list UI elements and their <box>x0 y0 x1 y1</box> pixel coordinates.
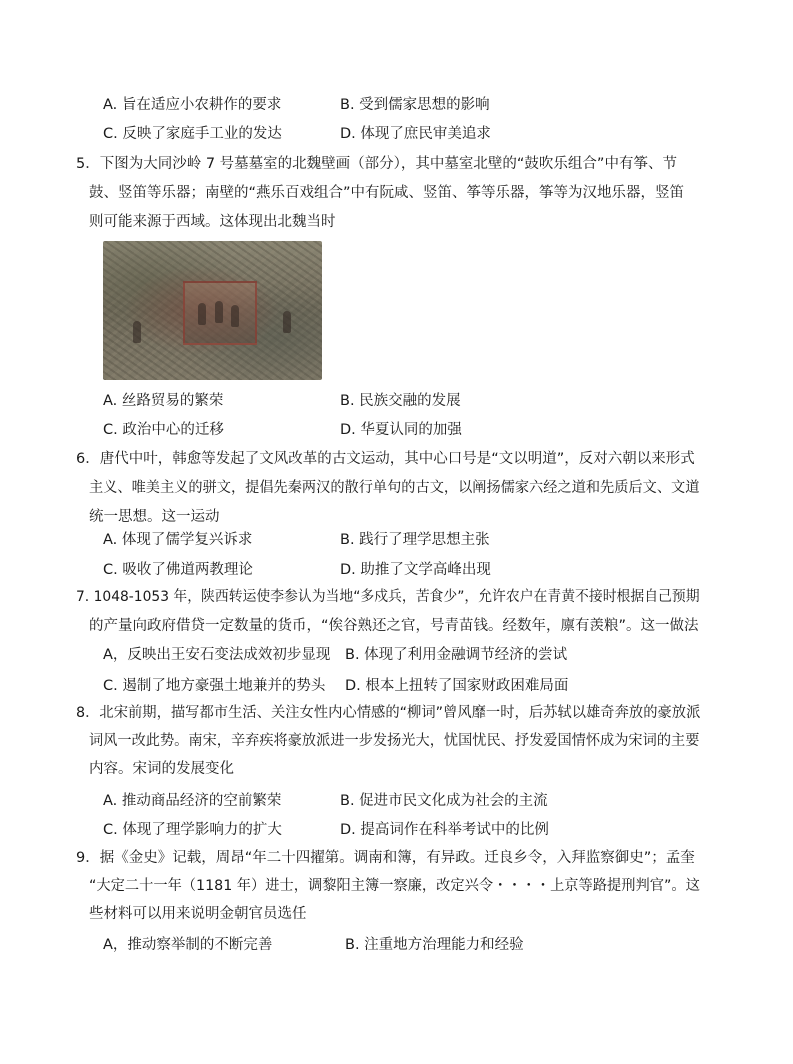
q8-option-d: D. 提高词作在科举考试中的比例 <box>340 822 549 838</box>
q4-option-b: B. 受到儒家思想的影响 <box>340 97 490 113</box>
q4-option-d: D. 体现了庶民审美追求 <box>340 126 491 142</box>
mural-figure <box>133 321 141 343</box>
q9-stem-line-1: 9．据《金史》记载，周昂“年二十四擢第。调南和簿，有异政。迁良乡令，入拜监察御史”；孟奎 <box>76 850 695 866</box>
q5-option-c: C. 政治中心的迁移 <box>103 422 224 438</box>
q5-stem-line-3: 则可能来源于西域。这体现出北魏当时 <box>89 214 336 230</box>
q8-stem-line-1: 8．北宋前期，描写都市生活、关注女性内心情感的“柳词”曾风靡一时，后苏轼以雄奇奔放的豪放派 <box>76 705 701 721</box>
q8-option-b: B. 促进市民文化成为社会的主流 <box>340 793 548 809</box>
q4-option-a: A. 旨在适应小农耕作的要求 <box>103 97 282 113</box>
q9-option-a: A，推动察举制的不断完善 <box>103 937 273 953</box>
mural-figure <box>283 311 291 333</box>
q4-option-c: C. 反映了家庭手工业的发达 <box>103 126 282 142</box>
mural-figure <box>198 303 206 325</box>
mural-figure <box>215 301 223 323</box>
q5-option-b: B. 民族交融的发展 <box>340 393 461 409</box>
q7-stem-line-2: 的产量向政府借贷一定数量的货币，“俟谷熟还之官，号青苗钱。经数年，廪有羡粮”。这一做法 <box>89 618 699 634</box>
q6-stem-line-3: 统一思想。这一运动 <box>89 509 220 525</box>
q9-stem-line-3: 些材料可以用来说明金朝官员选任 <box>89 906 307 922</box>
q5-stem-line-2: 鼓、竖笛等乐器；南壁的“燕乐百戏组合”中有阮咸、竖笛、筝等乐器，筝等为汉地乐器，竖笛 <box>89 185 685 201</box>
q7-option-c: C. 遏制了地方豪强土地兼并的势头 <box>103 678 326 694</box>
q7-option-d: D. 根本上扭转了国家财政困难局面 <box>345 678 569 694</box>
q6-option-a: A. 体现了儒学复兴诉求 <box>103 532 253 548</box>
q6-option-c: C. 吸收了佛道两教理论 <box>103 562 253 578</box>
mural-figure <box>231 305 239 327</box>
mural-image <box>103 241 322 380</box>
q5-option-a: A. 丝路贸易的繁荣 <box>103 393 224 409</box>
q8-option-c: C. 体现了理学影响力的扩大 <box>103 822 282 838</box>
q8-stem-line-3: 内容。宋词的发展变化 <box>89 761 234 777</box>
q7-stem-line-1: 7. 1048-1053 年，陕西转运使李参认为当地“多戍兵，苦食少”，允许农户在青黄不接时根据自己预期 <box>76 589 700 605</box>
q9-option-b: B. 注重地方治理能力和经验 <box>345 937 524 953</box>
q6-option-d: D. 助推了文学高峰出现 <box>340 562 491 578</box>
q6-stem-line-2: 主义、唯美主义的骈文，提倡先秦两汉的散行单句的古文，以阐扬儒家六经之道和先质后文、文道 <box>89 480 700 496</box>
q8-stem-line-2: 词风一改此势。南宋，辛弃疾将豪放派进一步发扬光大，忧国忧民、抒发爱国情怀成为宋词的主要 <box>89 733 700 749</box>
q9-stem-line-2: “大定二十一年（1181 年）进士，调黎阳主簿一察廉，改定兴令・・・・上京等路提刑判官”。这 <box>89 878 700 894</box>
q7-option-a: A，反映出王安石变法成效初步显现 <box>103 647 331 663</box>
q5-stem-line-1: 5．下图为大同沙岭 7 号墓墓室的北魏壁画（部分），其中墓室北壁的“鼓吹乐组合”中有筝、节 <box>76 156 677 172</box>
q6-option-b: B. 践行了理学思想主张 <box>340 532 490 548</box>
q5-option-d: D. 华夏认同的加强 <box>340 422 462 438</box>
q8-option-a: A. 推动商品经济的空前繁荣 <box>103 793 282 809</box>
q7-option-b: B. 体现了利用金融调节经济的尝试 <box>345 647 568 663</box>
q6-stem-line-1: 6．唐代中叶，韩愈等发起了文风改革的古文运动，其中心口号是“文以明道”，反对六朝以来形式 <box>76 451 695 467</box>
